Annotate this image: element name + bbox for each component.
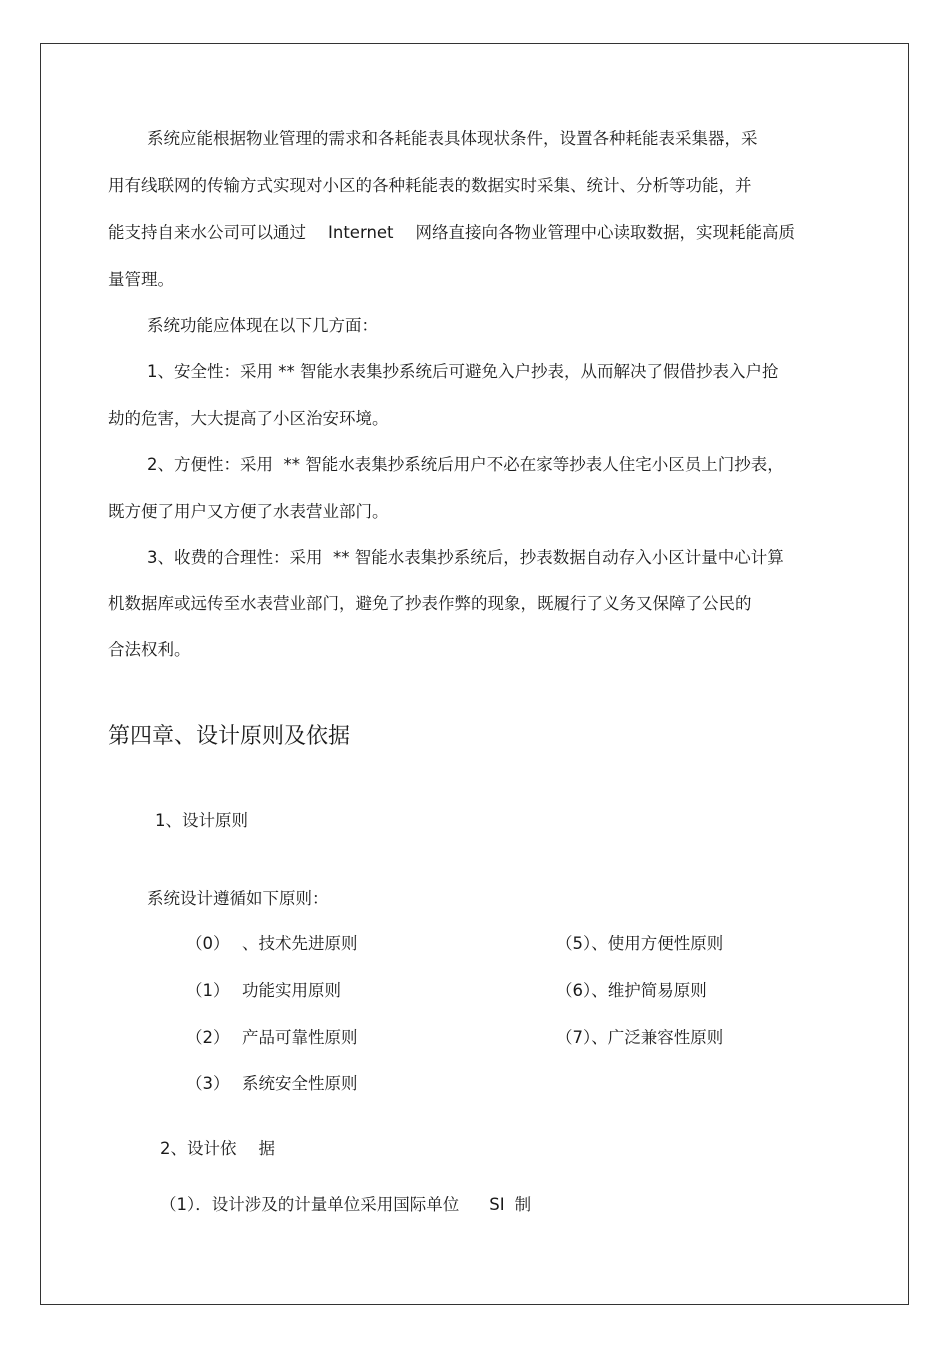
paragraph-1-line-3-part-a: 能支持自来水公司可以通过 [108,223,306,242]
basis-1-part-c: 制 [514,1195,532,1214]
principle-0-number: （0） [186,934,230,953]
principle-0-text: 、技术先进原则 [242,934,358,953]
item-2-line-2: 既方便了用户又方便了水表营业部门。 [108,502,389,521]
chapter-heading: 第四章、设计原则及依据 [108,724,351,749]
si-term: SI [489,1195,505,1214]
internet-term: Internet [328,223,394,242]
principle-1-text: 功能实用原则 [242,981,341,1000]
section-2-title-part-b: 据 [258,1139,275,1158]
basis-1 [160,1194,531,1216]
principle-7: （7）、广泛兼容性原则 [556,1028,724,1047]
principle-1-number: （1） [186,981,230,1000]
principles-intro: 系统设计遵循如下原则： [147,889,329,908]
paragraph-1-line-2: 用有线联网的传输方式实现对小区的各种耗能表的数据实时采集、统计、分析等功能，并 [108,176,752,195]
paragraph-1-line-3-part-c: 网络直接向各物业管理中心读取数据，实现耗能高质 [415,223,796,242]
section-1-title: 1、设计原则 [155,811,248,830]
section-2-title [160,1138,275,1160]
principle-6: （6）、维护简易原则 [556,981,707,1000]
principle-2-number: （2） [186,1028,230,1047]
section-2-title-part-a: 2、设计依 [160,1139,237,1158]
paragraph-1-line-3 [108,222,795,244]
item-3-line-1: 3、收费的合理性：采用 ** 智能水表集抄系统后，抄表数据自动存入小区计量中心计算 [147,548,784,567]
principle-3-number: （3） [186,1074,230,1093]
paragraph-1-line-4: 量管理。 [108,270,174,289]
paragraph-1-line-1: 系统应能根据物业管理的需求和各耗能表具体现状条件，设置各种耗能表采集器，采 [147,129,758,148]
item-3-line-3: 合法权利。 [108,640,191,659]
basis-1-part-a: （1）．设计涉及的计量单位采用国际单位 [160,1195,460,1214]
principle-2-text: 产品可靠性原则 [242,1028,358,1047]
item-2-line-1: 2、方便性：采用 ** 智能水表集抄系统后用户不必在家等抄表人住宅小区员上门抄表， [147,455,784,474]
item-1-line-1: 1、安全性：采用 ** 智能水表集抄系统后可避免入户抄表，从而解决了假借抄表入户抢 [147,362,779,381]
item-1-line-2: 劫的危害，大大提高了小区治安环境。 [108,409,389,428]
functions-intro: 系统功能应体现在以下几方面： [147,316,378,335]
principle-5: （5）、使用方便性原则 [556,934,724,953]
principle-3-text: 系统安全性原则 [242,1074,358,1093]
item-3-line-2: 机数据库或远传至水表营业部门，避免了抄表作弊的现象，既履行了义务又保障了公民的 [108,594,752,613]
